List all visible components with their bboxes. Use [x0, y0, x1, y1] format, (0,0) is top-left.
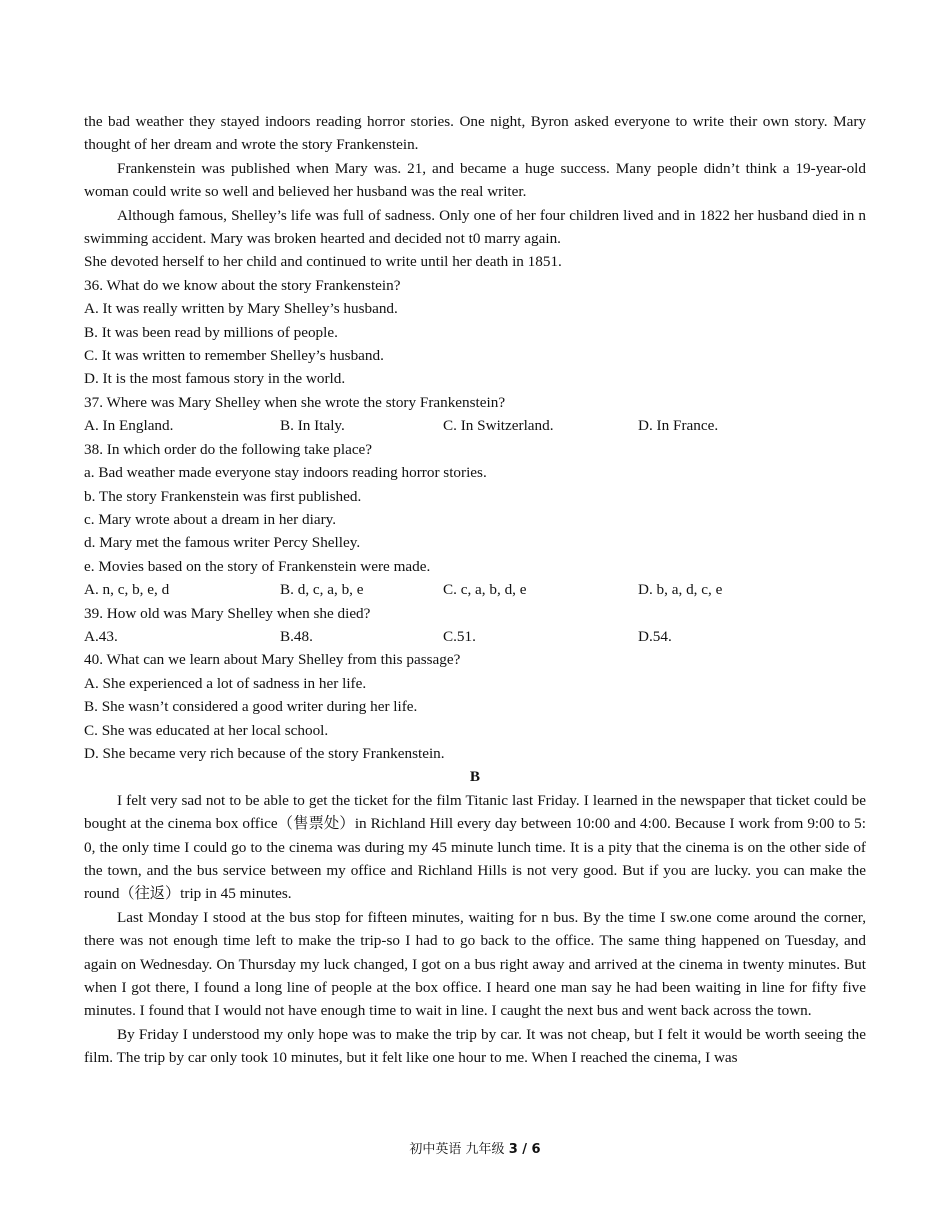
passage-a-paragraph-1: the bad weather they stayed indoors reading horror stories. One night, Byron asked everyone to write their own story. Mary thought of her dream and wrote the story Frankenstein. — [84, 113, 866, 154]
option-c: C.51. — [443, 627, 476, 645]
option-d: D. b, a, d, c, e — [638, 581, 723, 599]
event-a: a. Bad weather made everyone stay indoors reading horror stories. — [84, 464, 487, 482]
passage-a-paragraph-2: Frankenstein was published when Mary was. 21, and became a huge success. Many people didn’t think a 19-year-old woman could write so well and believed her husband was the real writer. — [84, 159, 866, 201]
passage-b-paragraph-2: Last Monday I stood at the bus stop for fifteen minutes, waiting for n bus. By the time I sw.one come around the corner, there was not enough time left to make the trip-so I had to go back to the office. The same thing happened on Tuesday, and again on Wednesday. On Thursday my luck changed, I got on a bus right away and arrived at the cinema in twenty minutes. But when I got there, I found a long line of people at the box office. I heard one man say he had been waiting in line for fifty five minutes. I found that I would not have enough time to wait in line. I caught the next bus and went back across the town. — [84, 908, 866, 1020]
page-footer — [0, 1138, 950, 1157]
option-a: A. In England. — [84, 417, 174, 435]
option-d: D. She became very rich because of the story Frankenstein. — [84, 744, 445, 762]
question-stem: 38. In which order do the following take place? — [84, 440, 373, 458]
option-b: B.48. — [280, 627, 313, 645]
question-38 — [84, 438, 866, 602]
event-b: b. The story Frankenstein was first published. — [84, 487, 362, 505]
question-37 — [84, 391, 866, 438]
event-c: c. Mary wrote about a dream in her diary. — [84, 510, 337, 528]
options-row — [84, 625, 866, 648]
page-content — [84, 110, 866, 1070]
option-c: C. c, a, b, d, e — [443, 581, 527, 599]
question-stem: 36. What do we know about the story Frankenstein? — [84, 276, 401, 294]
option-a: A. n, c, b, e, d — [84, 581, 170, 599]
option-b: B. d, c, a, b, e — [280, 581, 364, 599]
question-stem: 40. What can we learn about Mary Shelley from this passage? — [84, 651, 461, 669]
option-c: C. She was educated at her local school. — [84, 721, 329, 739]
option-b: B. In Italy. — [280, 417, 345, 435]
option-d: D. It is the most famous story in the world. — [84, 370, 346, 388]
question-stem: 37. Where was Mary Shelley when she wrote the story Frankenstein? — [84, 393, 506, 411]
passage-a-paragraph-4: She devoted herself to her child and continued to write until her death in 1851. — [84, 253, 562, 271]
option-a: A. She experienced a lot of sadness in her life. — [84, 674, 367, 692]
event-e: e. Movies based on the story of Frankenstein were made. — [84, 557, 431, 575]
page-number: 3 / 6 — [508, 1142, 541, 1157]
option-b: B. It was been read by millions of people. — [84, 323, 338, 341]
question-40 — [84, 648, 866, 765]
passage-b-paragraph-3: By Friday I understood my only hope was to make the trip by car. It was not cheap, but I felt it would be worth seeing the film. The trip by car only took 10 minutes, but it felt like one hour to me. When I reached the cinema, I was — [84, 1025, 866, 1067]
option-d: D. In France. — [638, 417, 719, 435]
options-row — [84, 414, 866, 437]
option-a: A.43. — [84, 627, 118, 645]
option-b: B. She wasn’t considered a good writer during her life. — [84, 698, 418, 716]
option-c: C. In Switzerland. — [443, 417, 554, 435]
question-39 — [84, 602, 866, 649]
event-d: d. Mary met the famous writer Percy Shelley. — [84, 534, 361, 552]
footer-label: 初中英语 九年级 — [409, 1142, 509, 1157]
passage-a-paragraph-3: Although famous, Shelley’s life was full of sadness. Only one of her four children lived and in 1822 her husband died in n swimming accident. Mary was broken hearted and decided not t0 marry again. — [84, 206, 866, 248]
question-36 — [84, 274, 866, 391]
passage-b-paragraph-1: I felt very sad not to be able to get the ticket for the film Titanic last Friday. I learned in the newspaper that ticket could be bought at the cinema box office（售票处）in Richland Hill every day between 10:00 and 4:00. Because I work from 9:00 to 5: 0, the only time I could go to the cinema was during my 45 minute lunch time. It is a pity that the cinema is on the other side of the town, and the bus service between my office and Richland Hills is not very good. But if you are lucky. you can make the round（往返）trip in 45 minutes. — [84, 791, 866, 903]
question-stem: 39. How old was Mary Shelley when she died? — [84, 604, 371, 622]
option-d: D.54. — [638, 627, 672, 645]
section-title-b: B — [469, 768, 481, 786]
option-c: C. It was written to remember Shelley’s husband. — [84, 347, 384, 365]
option-a: A. It was really written by Mary Shelley’s husband. — [84, 300, 398, 318]
options-row — [84, 578, 866, 601]
